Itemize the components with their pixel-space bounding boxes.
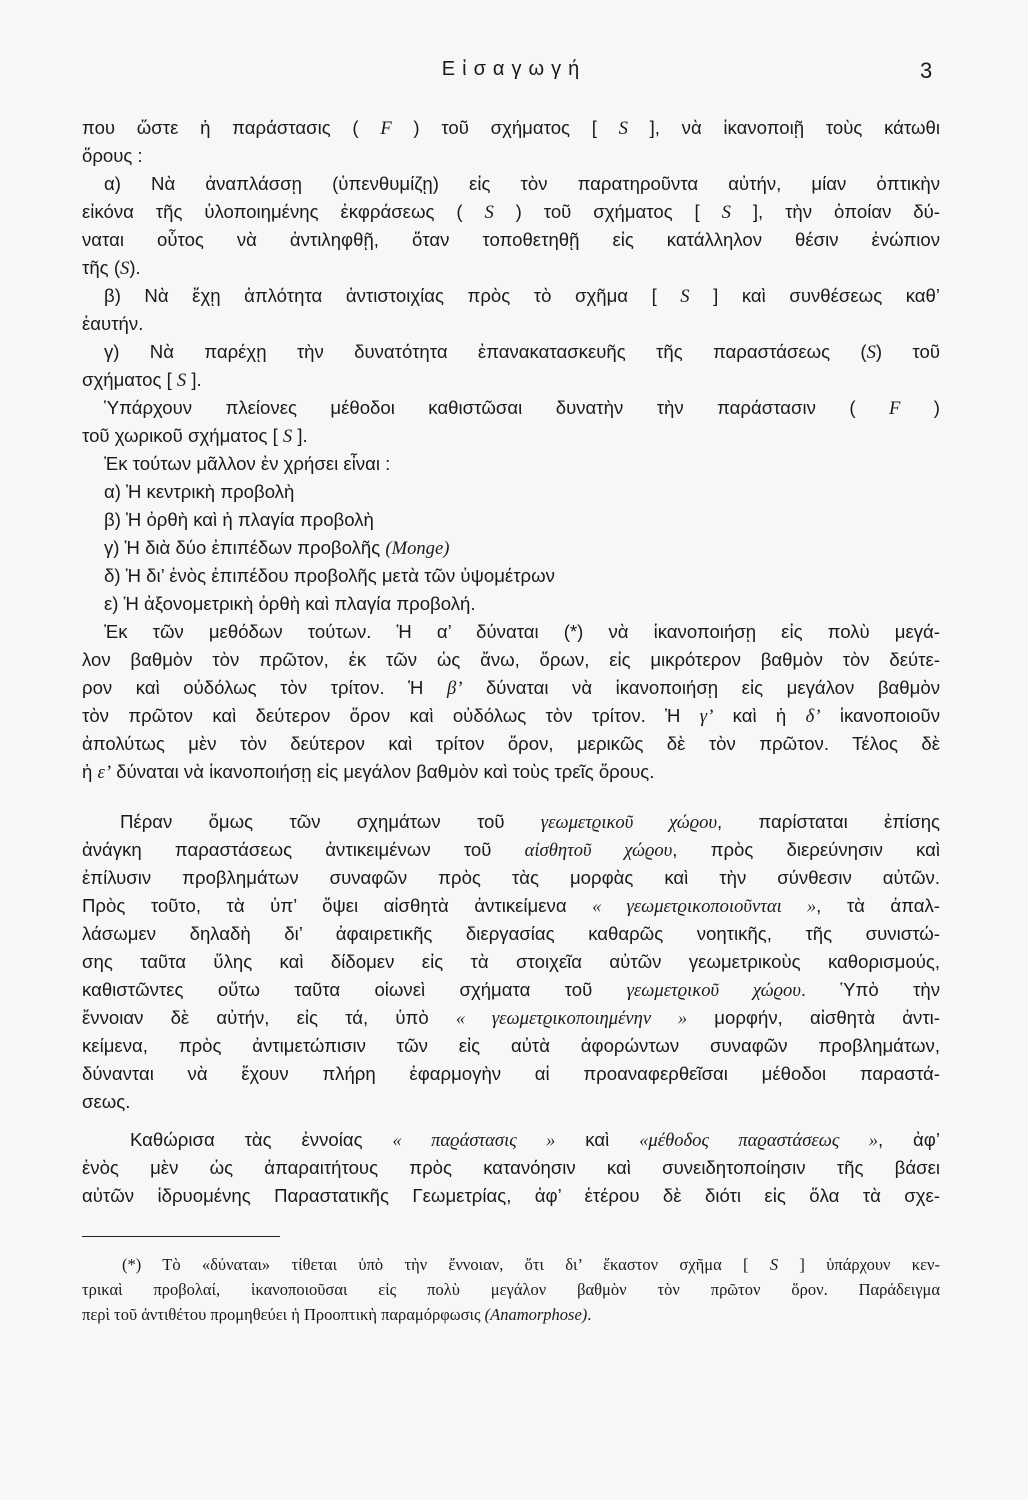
text-line	[82, 892, 940, 920]
italic-text-run: S	[484, 202, 494, 223]
running-head-title: Εἰσαγωγή	[441, 58, 587, 80]
text-line	[82, 1088, 940, 1116]
paragraph	[82, 506, 940, 534]
italic-text-run: S	[680, 286, 690, 307]
text-line	[82, 114, 940, 142]
italic-text-run: γεωμετϱικοῦ χώϱου	[540, 812, 718, 833]
italic-text-run: S	[282, 426, 293, 447]
text-run: ] καὶ συνθέσεως καθ’	[689, 285, 940, 306]
text-run: , παρίσταται ἐπίσης	[717, 811, 940, 832]
footnote	[82, 1252, 940, 1327]
paragraph	[82, 478, 940, 506]
paragraph	[82, 170, 940, 282]
italic-text-run: αἰσθητοῦ χώϱου	[524, 840, 673, 861]
text-run: ρον καὶ οὐδόλως τὸν τρίτον. Ἡ	[82, 677, 447, 698]
text-run: .	[587, 1305, 592, 1324]
italic-text-run: F	[380, 118, 392, 139]
text-line	[82, 478, 940, 506]
text-run: τοῦ χωρικοῦ σχήματος [	[82, 425, 283, 446]
text-run: που ὥστε ἡ παράστασις (	[82, 117, 381, 138]
text-run: ) τοῦ σχήματος [	[391, 117, 619, 138]
text-run: )	[900, 397, 940, 418]
text-line	[82, 282, 940, 310]
italic-text-run: β’	[446, 678, 463, 699]
text-line	[82, 1126, 940, 1154]
text-run: β) Νὰ ἔχῃ ἁπλότητα ἀντιστοιχίας πρὸς τὸ σχῆμα [	[104, 285, 681, 306]
paragraph	[82, 282, 940, 338]
text-line	[82, 142, 940, 170]
text-run: ἐπίλυσιν προβλημάτων συναφῶν πρὸς τὰς μορφὰς καὶ τὴν σύνθεσιν αὐτῶν.	[82, 867, 940, 888]
text-line	[82, 836, 940, 864]
paragraph	[82, 1126, 940, 1210]
page-number: 3	[920, 58, 933, 83]
italic-text-run: « γεωμετϱικοποιοῦνται »	[592, 896, 817, 917]
text-line	[82, 366, 940, 394]
text-line	[82, 920, 940, 948]
text-run: ἑαυτήν.	[82, 313, 144, 334]
text-run: λάσωμεν δηλαδὴ δι’ ἀφαιρετικῆς διεργασίας καθαρῶς νοητικῆς, τῆς συνιστώ-	[82, 923, 940, 944]
text-line	[82, 948, 940, 976]
text-run: εἰκόνα τῆς ὑλοποιημένης ἐκφράσεως (	[82, 201, 485, 222]
italic-text-run: S	[176, 370, 187, 391]
text-line	[82, 562, 940, 590]
text-run: ἱκανοποιοῦν	[820, 705, 940, 726]
text-run: ) τοῦ	[875, 341, 940, 362]
text-line	[82, 422, 940, 450]
text-line	[82, 1032, 940, 1060]
text-run: α) Ἡ κεντρικὴ προβολὴ	[104, 481, 295, 502]
italic-text-run: S	[120, 258, 130, 279]
text-run: . Ὑπὸ τὴν	[800, 979, 940, 1000]
text-run: σεως.	[82, 1091, 131, 1112]
italic-text-run: γεωμετϱικοῦ χώϱου	[626, 980, 801, 1001]
text-line	[82, 1004, 940, 1032]
italic-text-run: ε’	[97, 762, 112, 783]
text-line	[82, 646, 940, 674]
text-run: Καθώρισα τὰς ἐννοίας	[130, 1129, 393, 1150]
text-run: ἔννοιαν δὲ αὐτήν, εἰς τά, ὑπὸ	[82, 1007, 456, 1028]
text-line	[82, 254, 940, 282]
text-run: Πέραν ὅμως τῶν σχημάτων τοῦ	[120, 811, 541, 832]
text-line	[82, 310, 940, 338]
italic-text-run: S	[769, 1255, 779, 1274]
text-run: γ) Ἡ διὰ δύο ἐπιπέδων προβολῆς	[104, 537, 386, 558]
italic-text-run: « γεωμετϱικοποιημένην »	[455, 1008, 688, 1029]
text-line	[82, 730, 940, 758]
text-run: ναται οὗτος νὰ ἀντιληφθῇ, ὅταν τοποθετηθῇ εἰς κατάλληλον θέσιν ἐνώπιον	[82, 229, 940, 250]
text-run: ἀπολύτως μὲν τὸν δεύτερον καὶ τρίτον ὅρον, μερικῶς δὲ τὸν πρῶτον. Τέλος δὲ	[82, 733, 940, 754]
text-run: δύναται νὰ ἱκανοποιήσῃ εἰς μεγάλον βαθμὸν καὶ τοὺς τρεῖς ὅρους.	[111, 761, 655, 782]
text-run: γ) Νὰ παρέχῃ τὴν δυνατότητα ἐπανακατασκευῆς τῆς παραστάσεως (	[104, 341, 867, 362]
text-run: ἡ	[82, 761, 98, 782]
text-run: τὸν πρῶτον καὶ δεύτερον ὅρον καὶ οὐδόλως τὸν τρίτον. Ἡ	[82, 705, 700, 726]
text-run: περὶ τοῦ ἀντιθέτου προμηθεύει ἡ Προοπτικὴ παραμόρφωσις	[82, 1305, 485, 1324]
text-run: ) τοῦ σχήματος [	[493, 201, 722, 222]
text-run: β) Ἡ ὀρθὴ καὶ ἡ πλαγία προβολὴ	[104, 509, 374, 530]
text-line	[82, 338, 940, 366]
text-run: σχήματος [	[82, 369, 177, 390]
text-run: καθιστῶντες οὕτω ταῦτα οἱωνεὶ σχήματα τοῦ	[82, 979, 627, 1000]
text-line	[82, 702, 940, 730]
text-run: ], νὰ ἱκανοποιῇ τοὺς κάτωθι	[627, 117, 940, 138]
italic-text-run: S	[866, 342, 876, 363]
text-run: Πρὸς τοῦτο, τὰ ὑπ’ ὄψει αἰσθητὰ ἀντικείμενα	[82, 895, 593, 916]
paragraph	[82, 534, 940, 562]
text-run: τρικαὶ προβολαί, ἱκανοποιοῦσαι εἰς πολὺ μεγάλον βαθμὸν τὸν πρῶτον ὅρον. Παράδειγμα	[82, 1280, 940, 1299]
text-line	[82, 198, 940, 226]
footnote-rule	[82, 1236, 280, 1237]
paragraph	[82, 338, 940, 394]
paragraph	[82, 114, 940, 170]
text-line	[82, 1277, 940, 1302]
text-line	[82, 864, 940, 892]
text-line	[82, 170, 940, 198]
text-run: μορφήν, αἰσθητὰ ἀντι-	[687, 1007, 940, 1028]
italic-text-run: «μέθοδος παϱαστάσεως »	[639, 1130, 879, 1151]
italic-text-run: (Anamorphose)	[484, 1305, 588, 1324]
text-run: , τὰ ἀπαλ-	[816, 895, 940, 916]
text-run: καὶ	[555, 1129, 640, 1150]
text-line	[82, 618, 940, 646]
text-run: καὶ ἡ	[713, 705, 806, 726]
footnote-text	[82, 1252, 940, 1327]
text-line	[82, 1252, 940, 1277]
paragraph	[82, 394, 940, 450]
text-run: ).	[129, 257, 141, 278]
text-run: τῆς (	[82, 257, 121, 278]
text-run: ὅρους :	[82, 145, 143, 166]
text-run: δύναται νὰ ἱκανοποιήσῃ εἰς μεγάλον βαθμὸν	[462, 677, 940, 698]
text-run: σης ταῦτα ὕλης καὶ δίδομεν εἰς τὰ στοιχεῖα αὐτῶν γεωμετρικοὺς καθορισμούς,	[82, 951, 940, 972]
text-line	[82, 506, 940, 534]
text-run: ].	[186, 369, 202, 390]
italic-text-run: γ’	[699, 706, 714, 727]
text-line	[82, 976, 940, 1004]
body-section-3	[82, 1126, 940, 1210]
text-line	[82, 450, 940, 478]
text-run: Ἐκ τούτων μᾶλλον ἐν χρήσει εἶναι :	[104, 453, 391, 474]
text-line	[82, 394, 940, 422]
text-run: κείμενα, πρὸς ἀντιμετώπισιν τῶν εἰς αὐτὰ ἀφορώντων συναφῶν προβλημάτων,	[82, 1035, 940, 1056]
text-line	[82, 534, 940, 562]
text-line	[82, 808, 940, 836]
text-run: δ) Ἡ δι’ ἑνὸς ἐπιπέδου προβολῆς μετὰ τῶν ὑψομέτρων	[104, 565, 555, 586]
text-line	[82, 674, 940, 702]
text-run: ] ὑπάρχουν κεν-	[778, 1255, 940, 1274]
paragraph	[82, 590, 940, 618]
text-run: δύνανται νὰ ἔχουν πλήρη ἐφαρμογὴν αἱ προαναφερθεῖσαι μέθοδοι παραστά-	[82, 1063, 940, 1084]
italic-text-run: S	[618, 118, 628, 139]
paragraph	[82, 808, 940, 1116]
text-line	[82, 226, 940, 254]
text-run: ἀνάγκη παραστάσεως ἀντικειμένων τοῦ	[82, 839, 525, 860]
text-run: λον βαθμὸν τὸν πρῶτον, ἐκ τῶν ὡς ἄνω, ὅρων, εἰς μικρότερον βαθμὸν τὸν δεύτε-	[82, 649, 940, 670]
text-run: ], τὴν ὁποίαν δύ-	[730, 201, 940, 222]
text-line	[82, 590, 940, 618]
text-run: ε) Ἡ ἀξονομετρικὴ ὀρθὴ καὶ πλαγία προβολή.	[104, 593, 476, 614]
body-section-1	[82, 114, 940, 786]
italic-text-run: « παϱάστασις »	[392, 1130, 556, 1151]
paragraph	[82, 450, 940, 478]
text-line	[82, 1302, 940, 1327]
text-run: αὐτῶν ἱδρυομένης Παραστατικῆς Γεωμετρίας, ἀφ’ ἑτέρου δὲ διότι εἰς ὅλα τὰ σχε-	[82, 1185, 940, 1206]
body-section-2	[82, 808, 940, 1116]
text-run: , ἀφ’	[878, 1129, 940, 1150]
text-run: Ὑπάρχουν πλείονες μέθοδοι καθιστῶσαι δυνατὴν τὴν παράστασιν (	[104, 397, 890, 418]
text-run: , πρὸς διερεύνησιν καὶ	[672, 839, 940, 860]
text-run: α) Νὰ ἀναπλάσσῃ (ὑπενθυμίζῃ) εἰς τὸν παρατηροῦντα αὐτήν, μίαν ὀπτικὴν	[104, 173, 940, 194]
text-line	[82, 1182, 940, 1210]
text-run: ].	[292, 425, 308, 446]
text-line	[82, 758, 940, 786]
italic-text-run: (Monge)	[385, 538, 450, 559]
text-line	[82, 1060, 940, 1088]
paragraph	[82, 618, 940, 786]
italic-text-run: δ’	[805, 706, 821, 727]
text-run: ἑνὸς μὲν ὡς ἀπαραιτήτους πρὸς κατανόησιν καὶ συνειδητοποίησιν τῆς βάσει	[82, 1157, 940, 1178]
paragraph	[82, 562, 940, 590]
text-run: Ἐκ τῶν μεθόδων τούτων. Ἡ α’ δύναται (*) νὰ ἱκανοποιήσῃ εἰς πολὺ μεγά-	[104, 621, 940, 642]
italic-text-run: S	[721, 202, 731, 223]
text-run: (*) Τὸ «δύναται» τίθεται ὑπὸ τὴν ἔννοιαν, ὅτι δι’ ἕκαστον σχῆμα [	[122, 1255, 770, 1274]
text-line	[82, 1154, 940, 1182]
italic-text-run: F	[889, 398, 901, 419]
